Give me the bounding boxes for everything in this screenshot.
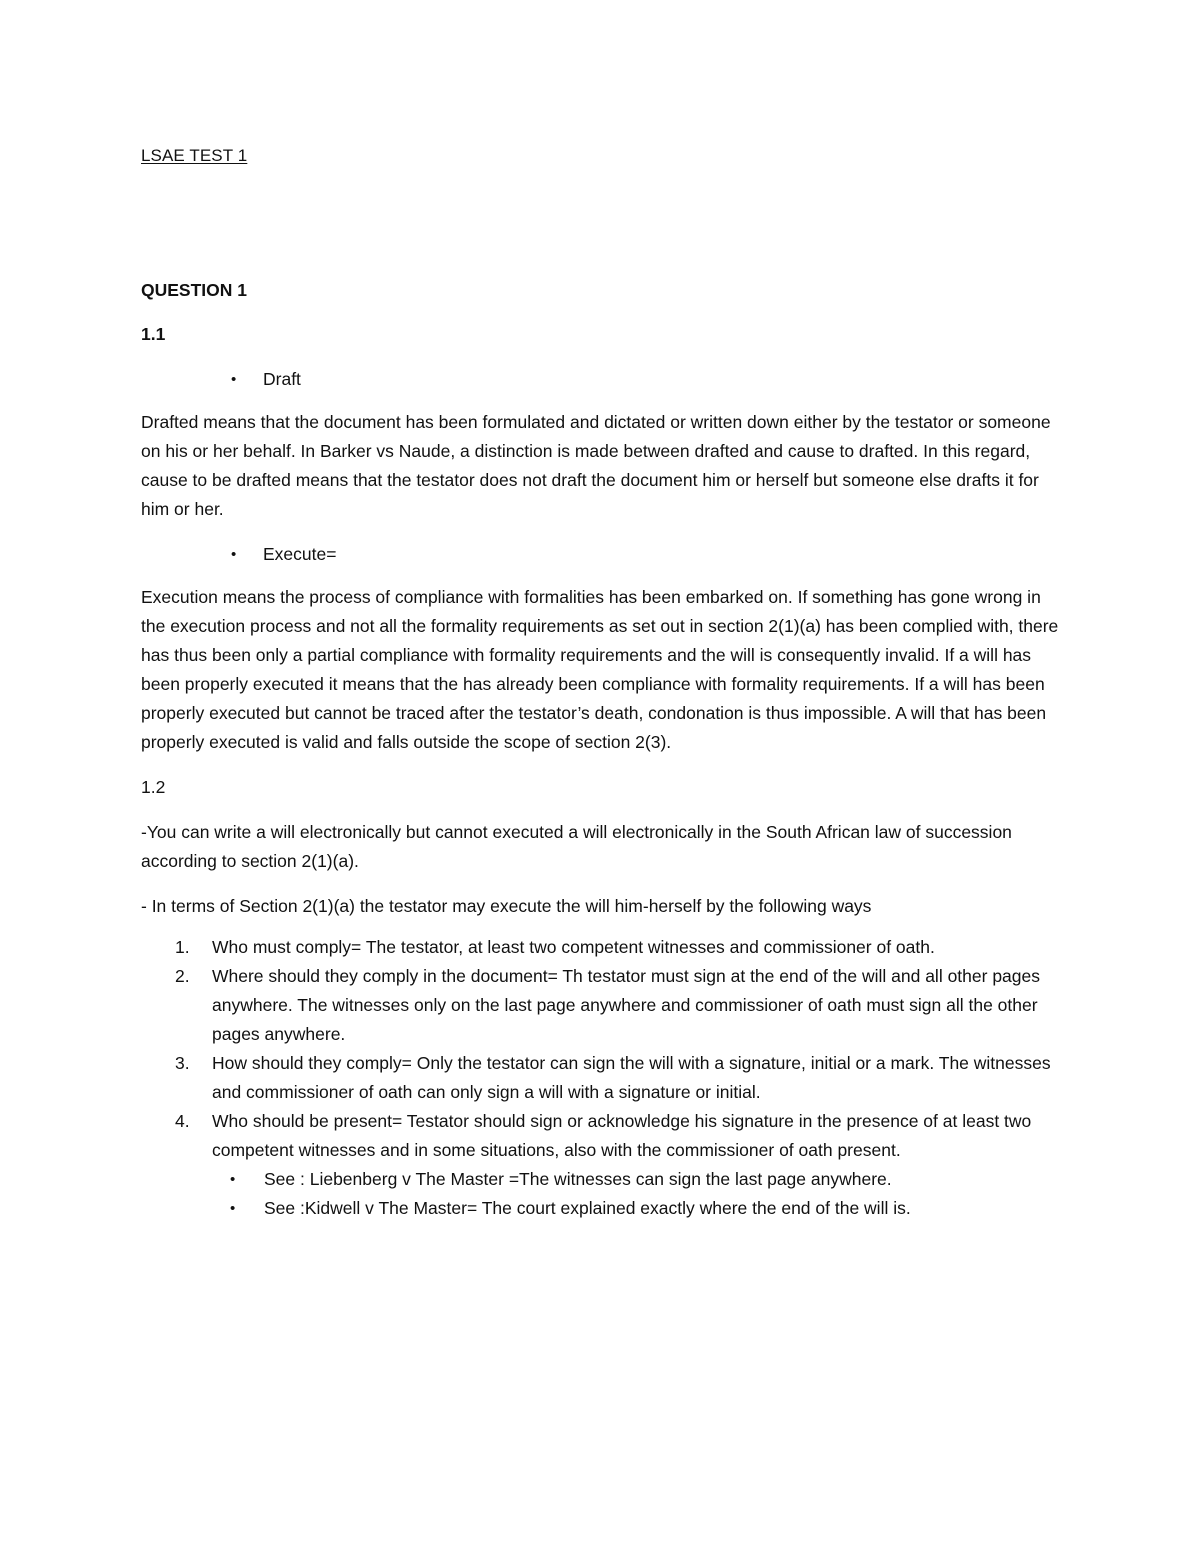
- case-references: [141, 1165, 1066, 1223]
- list-item: [141, 933, 1066, 962]
- list-item-number: 1.: [175, 937, 190, 957]
- paragraph-section-2-1-a: - In terms of Section 2(1)(a) the testator may execute the will him-herself by the following ways: [141, 896, 872, 916]
- bullet-icon: •: [230, 1200, 236, 1217]
- bullet-icon: •: [231, 371, 237, 388]
- list-item-text: Who must comply= The testator, at least two competent witnesses and commissioner of oath.: [212, 937, 935, 957]
- list-item-text: Who should be present= Testator should sign or acknowledge his signature in the presence of at least two competent witnesses and in some situations, also with the commissioner of oath present.: [212, 1111, 1032, 1160]
- bullet-execute-label: Execute=: [263, 544, 337, 564]
- bullet-draft: [141, 365, 1066, 394]
- bullet-icon: •: [230, 1171, 236, 1188]
- paragraph-execute: Execution means the process of compliance with formalities has been embarked on. If something has gone wrong in the execution process and not all the formality requirements as set out in section 2(1)(a) has been complied with, there has thus been only a partial compliance with formality requirements and the will is consequently invalid. If a will has been properly executed it means that the has already been compliance with formality requirements. If a will has been properly executed but cannot be traced after the testator’s death, condonation is thus impossible. A will that has been properly executed is valid and falls outside the scope of section 2(3).: [141, 587, 1059, 752]
- case-reference-text: See :Kidwell v The Master= The court explained exactly where the end of the will is.: [264, 1198, 911, 1218]
- paragraph-electronic-will: -You can write a will electronically but cannot executed a will electronically in the South African law of succession according to section 2(1)(a).: [141, 822, 1012, 871]
- section-number-1-2: 1.2: [141, 777, 166, 797]
- document-title: LSAE TEST 1: [141, 146, 248, 165]
- numbered-list: [141, 933, 1066, 1165]
- question-heading: QUESTION 1: [141, 280, 247, 300]
- case-reference-text: See : Liebenberg v The Master =The witnesses can sign the last page anywhere.: [264, 1169, 892, 1189]
- paragraph-draft: Drafted means that the document has been formulated and dictated or written down either by the testator or someone on his or her behalf. In Barker vs Naude, a distinction is made between drafted and cause to drafted. In this regard, cause to be drafted means that the testator does not draft the document him or herself but someone else drafts it for him or her.: [141, 412, 1051, 519]
- bullet-execute: [141, 540, 1066, 569]
- case-reference-item: [141, 1165, 1066, 1194]
- section-number-1-1: 1.1: [141, 324, 166, 344]
- bullet-icon: •: [231, 546, 237, 563]
- list-item: [141, 962, 1066, 1049]
- list-item-text: Where should they comply in the document= Th testator must sign at the end of the will and all other pages anywhere. The witnesses only on the last page anywhere and commissioner of oath must sign all the other pages anywhere.: [212, 966, 1040, 1044]
- list-item-number: 2.: [175, 966, 190, 986]
- document-body: [141, 277, 1066, 1223]
- case-reference-item: [141, 1194, 1066, 1223]
- bullet-draft-label: Draft: [263, 369, 301, 389]
- list-item-text: How should they comply= Only the testator can sign the will with a signature, initial or a mark. The witnesses and commissioner of oath can only sign a will with a signature or initial.: [212, 1053, 1051, 1102]
- list-item: [141, 1049, 1066, 1107]
- list-item-number: 3.: [175, 1053, 190, 1073]
- list-item-number: 4.: [175, 1111, 190, 1131]
- list-item: [141, 1107, 1066, 1165]
